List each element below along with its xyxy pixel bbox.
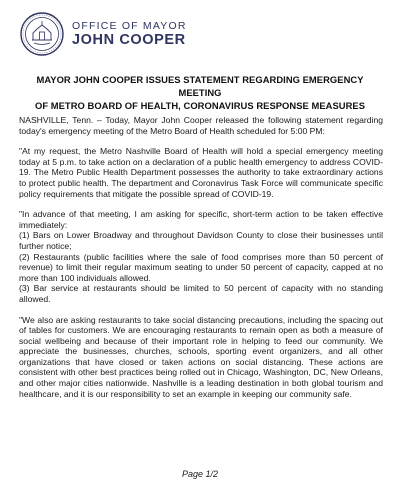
paragraph-2-lead: "In advance of that meeting, I am asking for specific, short-term action to be taken effective immediately: — [19, 209, 383, 230]
list-item: (3) Bar service at restaurants should be limited to 50 percent of capacity with no standing allowed. — [19, 283, 383, 304]
paragraph-3: "We also are asking restaurants to take social distancing precautions, including the spacing out of tables for customers. We are encouraging restaurants to remain open as both a measure of social wellbeing and because of their important role in helping to feed our community. We appreciate the businesses, churches, schools, sporting event organizers, and all other organizations that have closed or taken actions on social distancing. These actions are consistent with other best practices being rolled out in Chicago, Washington, DC, New Orleans, and other major cities nationwide. Nashville is a leading destination in both global tourism and healthcare, and it is our responsibility to set an example in keeping our community safe. — [19, 314, 383, 399]
title-line-1: MAYOR JOHN COOPER ISSUES STATEMENT REGARDING EMERGENCY MEETING — [36, 74, 364, 98]
list-item: (2) Restaurants (public facilities where the sale of food comprises more than 50 percent of revenue) to limit their regular maximum seating to under 50 percent of capacity, capped at no more than 100 individuals allowed. — [19, 251, 383, 283]
office-name-block — [72, 20, 187, 48]
statement-body — [19, 115, 383, 399]
page-number: Page 1/2 — [181, 469, 219, 479]
statement-title — [14, 73, 386, 112]
paragraph-1: "At my request, the Metro Nashville Board of Health will hold a special emergency meeting today at 5 p.m. to take action on a declaration of a public health emergency to address COVID-19. The Metro Public Health Department possesses the authority to take extraordinary actions to protect public health. The department and Coronavirus Task Force will communicate specific policy requirements that mitigate the possible spread of COVID-19. — [19, 146, 383, 199]
office-label: OFFICE OF MAYOR — [72, 20, 187, 32]
list-item: (1) Bars on Lower Broadway and throughout Davidson County to close their businesses until further notice; — [19, 230, 383, 251]
intro-paragraph: NASHVILLE, Tenn. – Today, Mayor John Cooper released the following statement regarding today's emergency meeting of the Metro Board of Health scheduled for 5:00 PM: — [19, 115, 383, 136]
metro-nashville-seal-icon — [20, 12, 64, 56]
title-line-2: OF METRO BOARD OF HEALTH, CORONAVIRUS RESPONSE MEASURES — [34, 100, 366, 111]
mayor-name: JOHN COOPER — [72, 32, 186, 48]
letterhead — [20, 10, 187, 58]
